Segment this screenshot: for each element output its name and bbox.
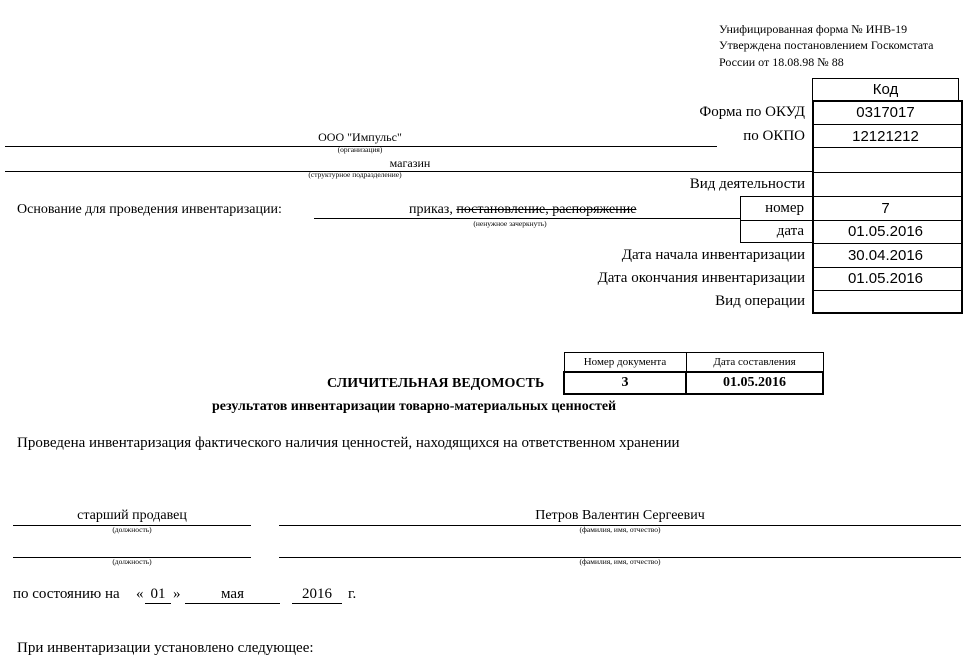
division-name: магазин — [389, 156, 431, 170]
document-title: СЛИЧИТЕЛЬНАЯ ВЕДОМОСТЬ — [327, 376, 545, 391]
intro-text: Проведена инвентаризация фактического наличия ценностей, находящихся на ответственном хранении — [17, 435, 680, 451]
doc-number-header: Номер документа — [564, 353, 686, 373]
document-number-table — [563, 352, 824, 395]
form-header-line1: Унифицированная форма № ИНВ-19 — [719, 22, 908, 36]
code-header: Код — [872, 81, 899, 98]
number-value: 7 — [881, 200, 890, 217]
organization-name: ООО "Импульс" — [318, 130, 402, 144]
quote-open: « — [136, 586, 144, 602]
okpo-value: 12121212 — [852, 128, 919, 145]
okpo-label: по ОКПО — [743, 128, 805, 144]
activity-label: Вид деятельности — [689, 176, 805, 192]
full-name-1: Петров Валентин Сергеевич — [535, 508, 705, 523]
organization-caption: (организация) — [337, 145, 383, 154]
division-caption: (структурное подразделение) — [308, 170, 402, 179]
state-month: мая — [221, 586, 244, 602]
start-date-value: 30.04.2016 — [847, 247, 924, 264]
document-subtitle: результатов инвентаризации товарно-материальных ценностей — [212, 399, 617, 414]
okud-label: Форма по ОКУД — [699, 104, 805, 120]
basis-struck: постановление, распоряжение — [456, 202, 637, 217]
activity-value — [812, 173, 959, 196]
doc-number-value: 3 — [564, 372, 686, 394]
state-day: 01 — [150, 586, 166, 602]
basis-label: Основание для проведения инвентаризации: — [17, 202, 282, 217]
quote-close: » — [173, 586, 181, 602]
end-date-label: Дата окончания инвентаризации — [597, 270, 805, 286]
basis-options — [409, 202, 636, 218]
start-date-label: Дата начала инвентаризации — [621, 247, 805, 263]
number-label: номер — [765, 200, 804, 216]
doc-date-value: 01.05.2016 — [686, 372, 823, 394]
form-header-line3: России от 18.08.98 № 88 — [719, 55, 844, 69]
position-1: старший продавец — [77, 508, 187, 523]
form-header-line2: Утверждена постановлением Госкомстата — [719, 38, 934, 52]
established-text: При инвентаризации установлено следующее: — [17, 640, 314, 656]
okud-value: 0317017 — [856, 104, 915, 121]
full-name-2-caption: (фамилия, имя, отчество) — [579, 557, 661, 566]
position-2-caption: (должность) — [112, 557, 152, 566]
operation-value — [812, 291, 959, 314]
basis-kept: приказ, — [409, 202, 453, 217]
year-suffix: г. — [348, 586, 357, 602]
state-year: 2016 — [302, 586, 332, 602]
operation-label: Вид операции — [715, 293, 805, 309]
doc-date-header: Дата составления — [686, 353, 823, 373]
position-1-caption: (должность) — [112, 525, 152, 534]
state-label: по состоянию на — [13, 586, 120, 602]
basis-caption: (ненужное зачеркнуть) — [473, 219, 547, 228]
end-date-value: 01.05.2016 — [847, 270, 924, 287]
full-name-1-caption: (фамилия, имя, отчество) — [579, 525, 661, 534]
date-value: 01.05.2016 — [847, 223, 924, 240]
date-label: дата — [776, 223, 804, 239]
